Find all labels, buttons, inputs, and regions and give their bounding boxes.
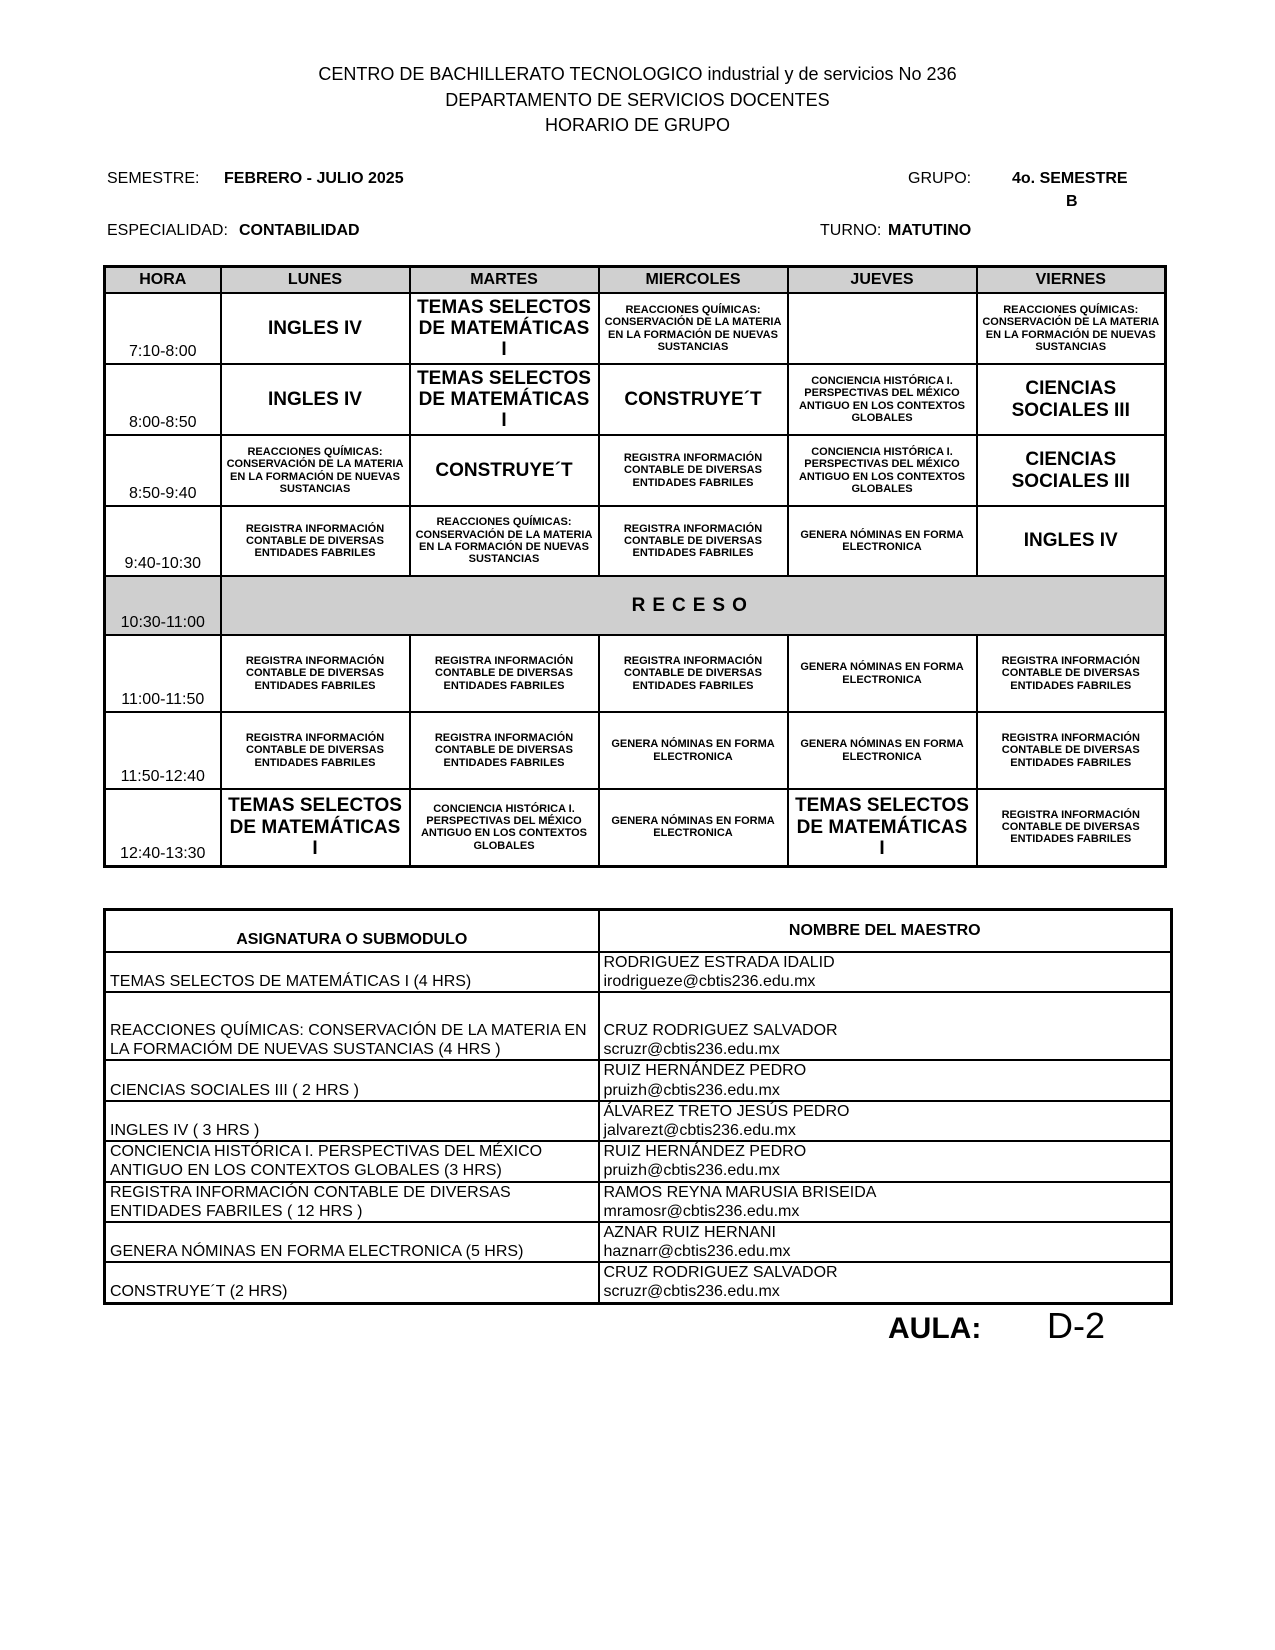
header-subject: ASIGNATURA O SUBMODULO	[105, 910, 599, 953]
grupo-label: GRUPO:	[908, 170, 972, 187]
class-cell: REGISTRA INFORMACIÓN CONTABLE DE DIVERSAS ENTIDADES FABRILES	[977, 635, 1166, 712]
teacher-name: RUIZ HERNÁNDEZ PEDRO	[603, 1143, 807, 1161]
class-cell: REGISTRA INFORMACIÓN CONTABLE DE DIVERSAS ENTIDADES FABRILES	[221, 712, 410, 789]
class-cell: CONCIENCIA HISTÓRICA I. PERSPECTIVAS DEL MÉXICO ANTIGUO EN LOS CONTEXTOS GLOBALES	[788, 435, 977, 506]
schedule-row	[105, 293, 1166, 364]
class-cell: REACCIONES QUÍMICAS: CONSERVACIÓN DE LA MATERIA EN LA FORMACIÓN DE NUEVAS SUSTANCIAS	[221, 435, 410, 506]
schedule-row	[105, 364, 1166, 435]
grupo-letter: B	[1066, 193, 1078, 210]
class-cell: REGISTRA INFORMACIÓN CONTABLE DE DIVERSAS ENTIDADES FABRILES	[410, 635, 599, 712]
class-cell: GENERA NÓMINAS EN FORMA ELECTRONICA	[599, 712, 788, 789]
class-cell: CONCIENCIA HISTÓRICA I. PERSPECTIVAS DEL MÉXICO ANTIGUO EN LOS CONTEXTOS GLOBALES	[410, 789, 599, 866]
teacher-row	[105, 1060, 1172, 1100]
class-cell: REGISTRA INFORMACIÓN CONTABLE DE DIVERSAS ENTIDADES FABRILES	[977, 789, 1166, 866]
teachers-table	[103, 908, 1173, 1305]
class-cell: INGLES IV	[221, 293, 410, 364]
subject-name: TEMAS SELECTOS DE MATEMÁTICAS I (4 HRS)	[105, 952, 599, 992]
turno-label: TURNO:	[820, 222, 882, 239]
teacher-name: RODRIGUEZ ESTRADA IDALID	[603, 954, 835, 971]
header-viernes: VIERNES	[977, 267, 1166, 294]
subject-name: REACCIONES QUÍMICAS: CONSERVACIÓN DE LA MATERIA EN LA FORMACIÓM DE NUEVAS SUSTANCIAS (4 HRS )	[105, 992, 599, 1060]
schedule-header-row	[105, 267, 1166, 294]
header-miercoles: MIERCOLES	[599, 267, 788, 294]
class-cell: REGISTRA INFORMACIÓN CONTABLE DE DIVERSAS ENTIDADES FABRILES	[599, 506, 788, 576]
teacher-name: RAMOS REYNA MARUSIA BRISEIDA	[603, 1183, 877, 1201]
class-cell: CONSTRUYE´T	[410, 435, 599, 506]
schedule-row	[105, 712, 1166, 789]
header-jueves: JUEVES	[788, 267, 977, 294]
recess-row	[105, 576, 1166, 635]
time-slot: 10:30-11:00	[105, 576, 221, 635]
teacher-email: scruzr@cbtis236.edu.mx	[603, 1041, 780, 1059]
class-cell: REGISTRA INFORMACIÓN CONTABLE DE DIVERSAS ENTIDADES FABRILES	[599, 435, 788, 506]
class-cell: TEMAS SELECTOS DE MATEMÁTICAS I	[221, 789, 410, 866]
header-teacher: NOMBRE DEL MAESTRO	[599, 910, 1172, 953]
semestre-value: FEBRERO - JULIO 2025	[224, 170, 404, 187]
teacher-name: AZNAR RUIZ HERNANI	[603, 1223, 776, 1241]
time-slot: 11:50-12:40	[105, 712, 221, 789]
class-cell: GENERA NÓMINAS EN FORMA ELECTRONICA	[788, 635, 977, 712]
document-title: HORARIO DE GRUPO	[544, 115, 731, 135]
class-cell: REACCIONES QUÍMICAS: CONSERVACIÓN DE LA MATERIA EN LA FORMACIÓN DE NUEVAS SUSTANCIAS	[599, 293, 788, 364]
class-cell: REACCIONES QUÍMICAS: CONSERVACIÓN DE LA MATERIA EN LA FORMACIÓN DE NUEVAS SUSTANCIAS	[410, 506, 599, 576]
time-slot: 7:10-8:00	[105, 293, 221, 364]
teacher-email: jalvarezt@cbtis236.edu.mx	[603, 1121, 796, 1139]
class-cell	[788, 293, 977, 364]
teacher-row	[105, 952, 1172, 992]
teacher-name: ÁLVAREZ TRETO JESÚS PEDRO	[603, 1102, 850, 1120]
subject-name: CONSTRUYE´T (2 HRS)	[105, 1262, 599, 1303]
subject-name: INGLES IV ( 3 HRS )	[105, 1101, 599, 1141]
class-cell: CIENCIAS SOCIALES III	[977, 435, 1166, 506]
teacher-row	[105, 1141, 1172, 1181]
teacher-name: CRUZ RODRIGUEZ SALVADOR	[603, 1264, 838, 1282]
time-slot: 11:00-11:50	[105, 635, 221, 712]
header-martes: MARTES	[410, 267, 599, 294]
class-cell: REGISTRA INFORMACIÓN CONTABLE DE DIVERSAS ENTIDADES FABRILES	[977, 712, 1166, 789]
aula-label: AULA:	[888, 1312, 982, 1345]
subject-name: GENERA NÓMINAS EN FORMA ELECTRONICA (5 HRS)	[105, 1222, 599, 1262]
class-cell: GENERA NÓMINAS EN FORMA ELECTRONICA	[599, 789, 788, 866]
teacher-row	[105, 1182, 1172, 1222]
schedule-row	[105, 506, 1166, 576]
teachers-header-row	[105, 910, 1172, 953]
especialidad-value: CONTABILIDAD	[239, 222, 360, 239]
class-cell: REACCIONES QUÍMICAS: CONSERVACIÓN DE LA MATERIA EN LA FORMACIÓN DE NUEVAS SUSTANCIAS	[977, 293, 1166, 364]
time-slot: 8:50-9:40	[105, 435, 221, 506]
class-cell: INGLES IV	[977, 506, 1166, 576]
class-cell: CONCIENCIA HISTÓRICA I. PERSPECTIVAS DEL MÉXICO ANTIGUO EN LOS CONTEXTOS GLOBALES	[788, 364, 977, 435]
teacher-row	[105, 1262, 1172, 1303]
header-lunes: LUNES	[221, 267, 410, 294]
teacher-email: haznarr@cbtis236.edu.mx	[603, 1243, 791, 1261]
teacher-email: pruizh@cbtis236.edu.mx	[603, 1162, 780, 1180]
subject-name: CIENCIAS SOCIALES III ( 2 HRS )	[105, 1060, 599, 1100]
schedule-table	[103, 265, 1167, 868]
teacher-row	[105, 1101, 1172, 1141]
turno-value: MATUTINO	[888, 222, 972, 239]
teacher-row	[105, 1222, 1172, 1262]
school-name: CENTRO DE BACHILLERATO TECNOLOGICO industrial y de servicios No 236	[318, 64, 957, 84]
subject-name: REGISTRA INFORMACIÓN CONTABLE DE DIVERSAS ENTIDADES FABRILES ( 12 HRS )	[105, 1182, 599, 1222]
class-cell: REGISTRA INFORMACIÓN CONTABLE DE DIVERSAS ENTIDADES FABRILES	[221, 506, 410, 576]
teacher-email: pruizh@cbtis236.edu.mx	[603, 1081, 780, 1099]
teacher-email: irodrigueze@cbtis236.edu.mx	[603, 973, 816, 991]
teacher-row	[105, 992, 1172, 1060]
class-cell: REGISTRA INFORMACIÓN CONTABLE DE DIVERSAS ENTIDADES FABRILES	[221, 635, 410, 712]
teacher-name: RUIZ HERNÁNDEZ PEDRO	[603, 1062, 807, 1080]
schedule-row	[105, 635, 1166, 712]
time-slot: 8:00-8:50	[105, 364, 221, 435]
class-cell: INGLES IV	[221, 364, 410, 435]
grupo-value: 4o. SEMESTRE	[1012, 170, 1128, 187]
class-cell: GENERA NÓMINAS EN FORMA ELECTRONICA	[788, 712, 977, 789]
recess-label: RECESO	[221, 576, 1166, 635]
class-cell: REGISTRA INFORMACIÓN CONTABLE DE DIVERSAS ENTIDADES FABRILES	[599, 635, 788, 712]
teacher-name: CRUZ RODRIGUEZ SALVADOR	[603, 1022, 838, 1039]
subject-name: CONCIENCIA HISTÓRICA I. PERSPECTIVAS DEL MÉXICO ANTIGUO EN LOS CONTEXTOS GLOBALES (3 HRS)	[105, 1141, 599, 1181]
especialidad-label: ESPECIALIDAD:	[107, 222, 228, 239]
time-slot: 9:40-10:30	[105, 506, 221, 576]
class-cell: CIENCIAS SOCIALES III	[977, 364, 1166, 435]
teacher-email: scruzr@cbtis236.edu.mx	[603, 1283, 780, 1301]
header-hora: HORA	[105, 267, 221, 294]
class-cell: TEMAS SELECTOS DE MATEMÁTICAS I	[410, 293, 599, 364]
class-cell: REGISTRA INFORMACIÓN CONTABLE DE DIVERSAS ENTIDADES FABRILES	[410, 712, 599, 789]
schedule-row	[105, 789, 1166, 866]
aula-value: D-2	[1047, 1305, 1106, 1346]
class-cell: CONSTRUYE´T	[599, 364, 788, 435]
semestre-label: SEMESTRE:	[107, 170, 200, 187]
time-slot: 12:40-13:30	[105, 789, 221, 866]
schedule-row	[105, 435, 1166, 506]
department-name: DEPARTAMENTO DE SERVICIOS DOCENTES	[445, 90, 830, 110]
class-cell: GENERA NÓMINAS EN FORMA ELECTRONICA	[788, 506, 977, 576]
teacher-email: mramosr@cbtis236.edu.mx	[603, 1202, 800, 1220]
class-cell: TEMAS SELECTOS DE MATEMÁTICAS I	[410, 364, 599, 435]
class-cell: TEMAS SELECTOS DE MATEMÁTICAS I	[788, 789, 977, 866]
